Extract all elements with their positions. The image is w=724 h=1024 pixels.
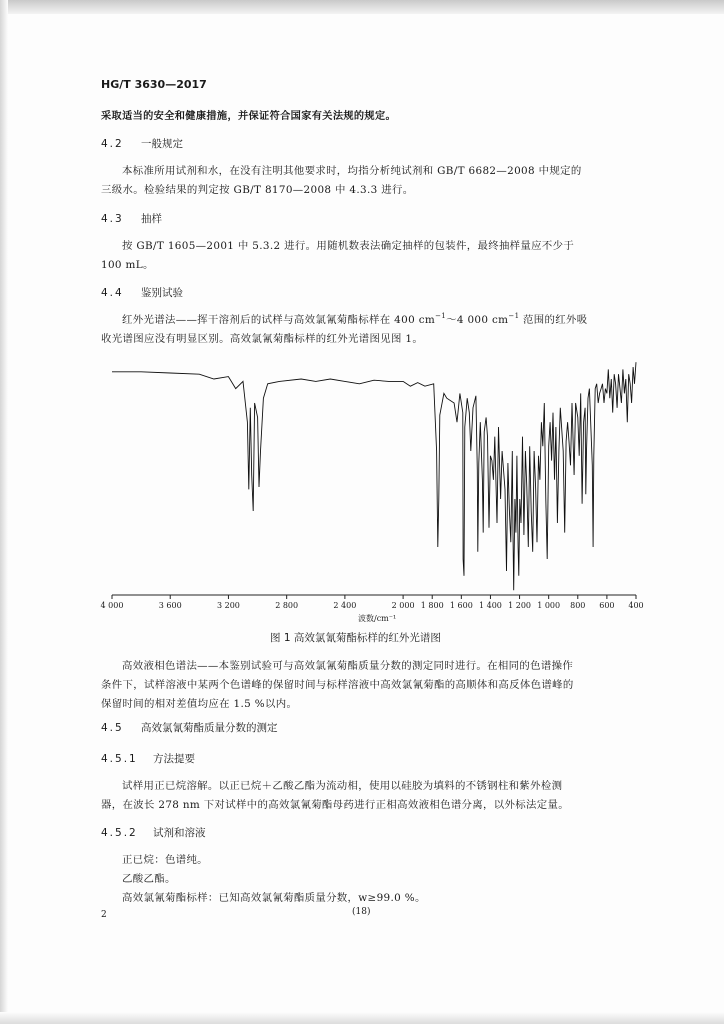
reagent-standard: 高效氯氰菊酯标样：已知高效氯氰菊酯质量分数，w≥99.0 %。 [122,892,426,904]
x-axis-label: 波数/cm⁻¹ [358,614,397,623]
section-title: 高效氯氰菊酯质量分数的测定 [141,722,278,734]
section-title: 一般规定 [141,138,183,150]
standard-number-header: HG/T 3630—2017 [101,78,207,91]
spectrum-trace [112,362,636,590]
x-tick-label: 2 000 [391,601,415,610]
x-tick-label: 1 200 [508,601,531,610]
section-number: 4.2 [101,138,124,150]
x-tick-label: 800 [570,601,586,610]
section-4-5-2-heading [101,825,206,840]
safety-statement: 采取适当的安全和健康措施，并保证符合国家有关法规的规定。 [101,111,397,122]
section-number: 4.5.1 [101,753,138,765]
section-number: 4.3 [101,213,124,225]
x-tick-label: 4 000 [100,601,124,610]
x-tick-label: 1 000 [537,601,561,610]
section-4-2-line1: 本标准所用试剂和水，在没有注明其他要求时，均指分析纯试剂和 GB/T 6682—2008 中规定的 [122,165,582,177]
x-tick-label: 3 600 [158,601,182,610]
section-title: 鉴别试验 [141,287,183,299]
x-tick-label: 600 [599,601,615,610]
ir-text-b: ～4 000 cm [446,314,509,326]
hplc-line2: 条件下，试样溶液中某两个色谱峰的保留时间与标样溶液中高效氯氰菊酯的高顺体和高反体色谱峰的 [101,679,574,691]
x-tick-label: 1 400 [478,601,502,610]
section-4-2-line2: 三级水。检验结果的判定按 GB/T 8170—2008 中 4.3.3 进行。 [101,184,414,196]
x-tick-label: 3 200 [216,601,240,610]
section-4-3-line1: 按 GB/T 1605—2001 中 5.3.2 进行。用随机数表法确定抽样的包装件，最终抽样量应不少于 [122,240,575,252]
page-number: 2 [101,910,107,920]
method-line1: 试样用正已烷溶解。以正已烷＋乙酸乙酯为流动相，使用以硅胶为填料的不锈钢柱和紫外检测 [122,780,563,792]
hplc-line1: 高效液相色谱法——本鉴别试验可与高效氯氰菊酯质量分数的测定同时进行。在相同的色谱操作 [122,660,574,672]
figure-caption: 图 1 高效氯氰菊酯标样的红外光谱图 [270,632,441,644]
x-tick-label: 1 600 [449,601,473,610]
section-number: 4.5.2 [101,827,138,839]
superscript: −1 [508,312,520,320]
section-4-5-heading [101,720,278,735]
section-title: 方法提要 [153,753,195,765]
ir-text-a: 红外光谱法——挥干溶剂后的试样与高效氯氰菊酯标样在 400 cm [122,314,436,326]
reagent-hexane: 正已烷：色谱纯。 [122,854,208,866]
section-number: 4.4 [101,287,124,299]
section-number: 4.5 [101,722,124,734]
x-tick-label: 400 [628,601,644,610]
section-4-5-1-heading [101,751,195,766]
page-footer-number: (18) [352,907,371,917]
superscript: −1 [435,312,447,320]
ir-text-c: 范围的红外吸 [519,314,588,326]
ir-method-line2: 收光谱图应没有明显区别。高效氯氰菊酯标样的红外光谱图见图 1。 [101,333,424,345]
x-tick-label: 1 800 [420,601,444,610]
hplc-line3: 保留时间的相对差值均应在 1.5 %以内。 [101,698,298,710]
method-line2: 器，在波长 278 nm 下对试样中的高效氯氰菊酯母药进行正相高效液相色谱分离，以外标法定量。 [101,799,569,811]
section-4-3-line2: 100 mL。 [101,259,154,271]
x-tick-label: 2 800 [275,601,299,610]
section-title: 抽样 [141,213,162,225]
section-title: 试剂和溶液 [153,827,206,839]
reagent-ethyl-acetate: 乙酸乙酯。 [122,873,176,885]
x-tick-label: 2 400 [333,601,357,610]
